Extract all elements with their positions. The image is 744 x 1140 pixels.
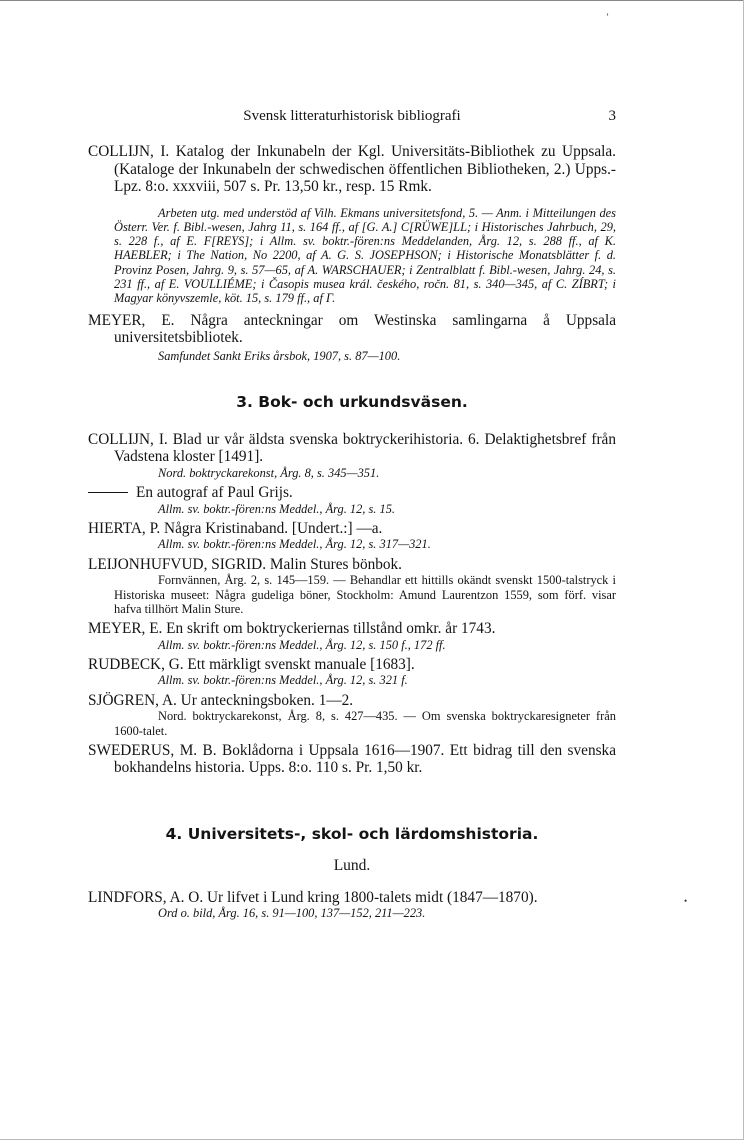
entry-annotation: Nord. boktryckarekonst, Årg. 8, s. 427—435. — Om svenska boktryckaresigneter från 1600-talet. [114,709,616,738]
entry-citation: MEYER, E. En skrift om boktryckeriernas tillstånd omkr. år 1743. [88,620,496,638]
entry-annotation: Allm. sv. boktr.-fören:ns Meddel., Årg. 12, s. 15. [158,501,395,516]
entry-annotation: Nord. boktryckarekonst, Årg. 8, s. 345—351. [158,465,380,480]
entry-annotation: Samfundet Sankt Eriks årsbok, 1907, s. 87—100. [158,348,401,363]
entry-citation: En autograf af Paul Grijs. [136,484,293,502]
running-title: Svensk litteraturhistorisk bibliografi [243,108,461,124]
entry-annotation: Fornvännen, Årg. 2, s. 145—159. — Behandlar ett hittills okändt svenskt 1500-talstryck i Historiska museet: Några gudeliga böner, Stockholm: Amund Laurentzon 1559, som förf. visar hafva tillhört Malin Sture. [114,573,616,616]
entry-citation: RUDBECK, G. Ett märkligt svenskt manuale [1683]. [88,655,415,673]
entry-citation: LEIJONHUFVUD, SIGRID. Malin Stures bönbok. [88,555,403,573]
entry-lindfors [88,889,616,921]
page-top-edge [0,0,744,1]
entry-annotation: Arbeten utg. med understöd af Vilh. Ekmans universitetsfond, 5. — Anm. i Mitteilungen des Österr. Ver. f. Bibl.-wesen, Jahrg 11, s. 164 ff., af [G. A.] C[RÜWE]LL; i Historisches Jahrbuch, 29, s. 228 f., af E. F[REYS]; i Allm. sv. boktr.-fören:ns Meddelanden, Årg. 12, s. 288 ff., af K. HAEBLER; i The Nation, No 2200, af A. G. S. JOSEPHSON; i Historische Monatsblätter f. d. Provinz Posen, Jahrg. 9, s. 57—65, af A. WARSCHAUER; i Zentralblatt f. Bibl.-wesen, Jahrg. 24, s. 231 ff., af E. VOULLIÉME; i Časopis musea král. českého, ročn. 81, s. 340—345, af C. ZÍBRT; i Magyar könyvszemle, köt. 15, s. 179 ff., af Г. [114,205,616,306]
entry-meyer-anteckningar [88,312,616,363]
entry-meyer-skrift [88,620,616,652]
page-number: 3 [608,108,616,124]
entry-rudbeck [88,656,616,688]
entry-annotation: Allm. sv. boktr.-fören:ns Meddel., Årg. 12, s. 150 f., 172 ff. [158,637,446,652]
entry-collijn-katalog [88,143,616,306]
entry-citation: MEYER, E. Några anteckningar om Westinska samlingarna å Uppsala universitetsbibliotek. [88,311,616,347]
entry-citation: COLLIJN, I. Blad ur vår äldsta svenska boktryckerihistoria. 6. Delaktighetsbref från Vadstena kloster [1491]. [88,430,616,466]
entry-collijn-autograf [88,484,616,516]
entry-annotation: Allm. sv. boktr.-fören:ns Meddel., Årg. 12, s. 321 f. [158,673,408,688]
entry-leijonhufvud [88,556,616,616]
entry-hierta [88,520,616,552]
ditto-dash [88,492,128,493]
running-header [88,108,616,128]
entry-swederus [88,742,616,777]
entry-annotation: Allm. sv. boktr.-fören:ns Meddel., Årg. 12, s. 317—321. [158,537,431,552]
entry-sjogren [88,692,616,738]
entry-citation: COLLIJN, I. Katalog der Inkunabeln der Kgl. Universitäts-Bibliothek zu Uppsala. (Kataloge der Inkunabeln der schwedischen öffentlichen Bibliotheken, 2.) Upps.-Lpz. 8:o. xxxviii, 507 s. Pr. 13,50 kr., resp. 15 Rmk. [88,143,616,195]
entry-citation: SJÖGREN, A. Ur anteckningsboken. 1—2. [88,691,354,709]
entry-citation: SWEDERUS, M. B. Boklådorna i Uppsala 1616—1907. Ett bidrag till den svenska bokhandelns historia. Upps. 8:o. 110 s. Pr. 1,50 kr. [88,741,616,777]
entry-annotation: Ord o. bild, Årg. 16, s. 91—100, 137—152, 211—223. [158,906,426,921]
bibliography-body [88,143,616,921]
scan-speck: ʼ [606,12,609,22]
entry-citation: LINDFORS, A. O. Ur lifvet i Lund kring 1800-talets midt (1847—1870). [88,888,538,906]
scan-speck: • [684,896,688,906]
subsection-heading-lund: Lund. [333,856,371,874]
entry-citation: HIERTA, P. Några Kristinaband. [Undert.:] —a. [88,519,383,537]
section-heading-4: 4. Universitets-, skol- och lärdomshistoria. [165,824,539,843]
section-heading-3: 3. Bok- och urkundsväsen. [236,392,468,411]
entry-collijn-blad [88,431,616,480]
